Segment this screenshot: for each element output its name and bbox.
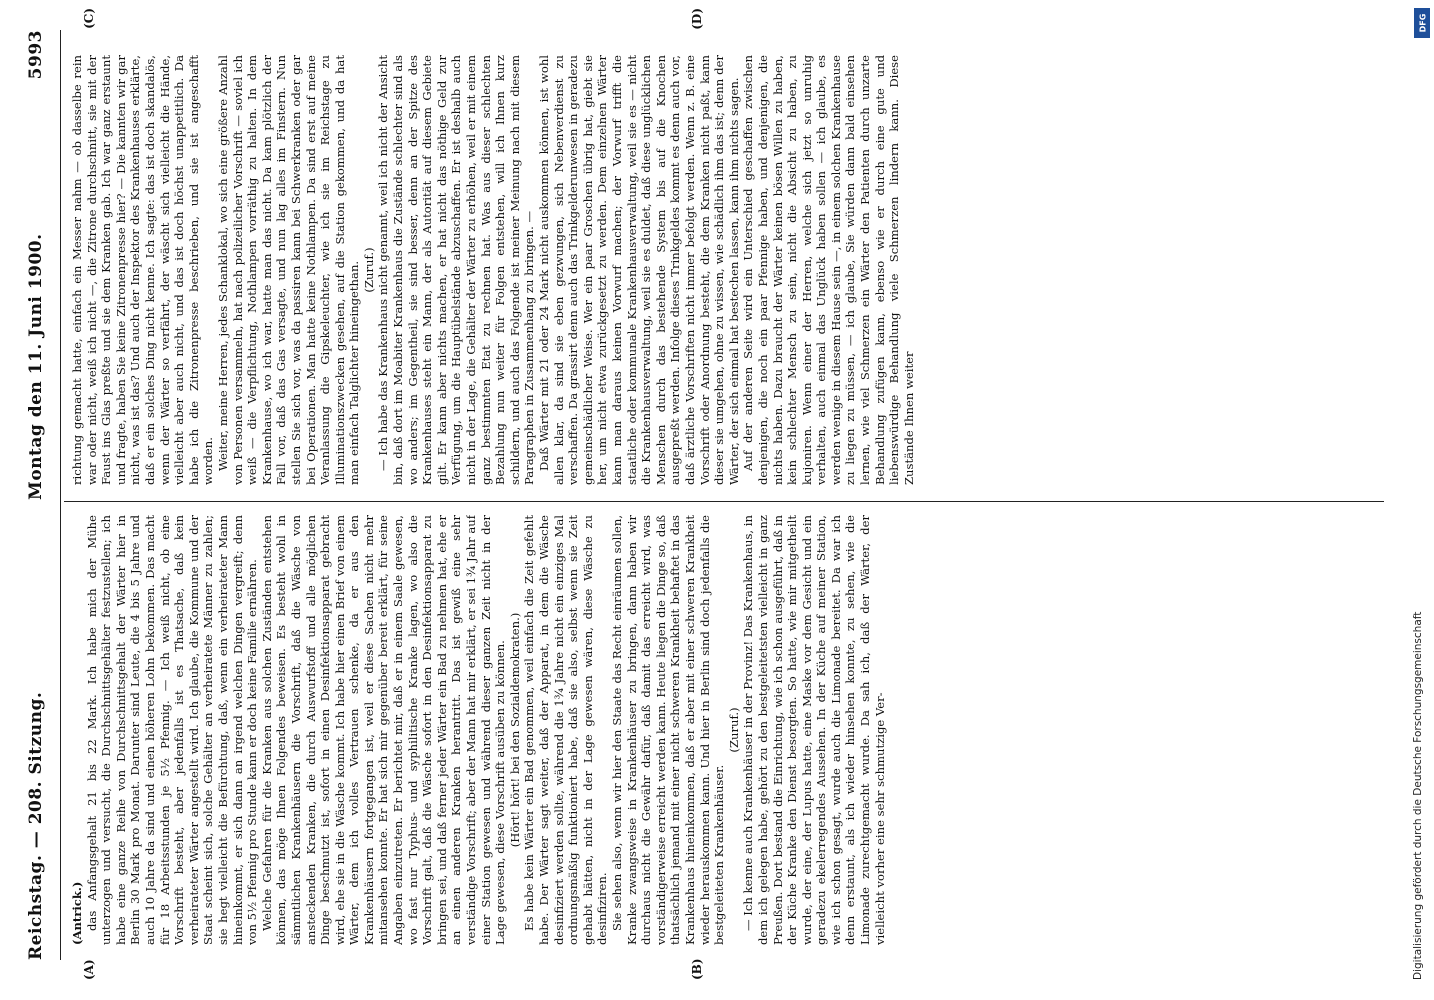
- left-paragraph: das Anfangsgehalt 21 bis 22 Mark. Ich habe mich der Mühe unterzogen und versucht, die Durchschnittsgehälter festzustellen; ich habe eine ganze Reihe von Durchschnittsgehalt der Wärter hier in Berlin 30 Mark pro Monat. Darunter sind Leute, die 4 bis 5 Jahre und auch 10 Jahre da sind und einen höheren Lohn bekommen. Das macht für 18 Arbeitsstunden je 5½ Pfennig. — Ich weiß nicht, ob eine Vorschrift besteht, aber jedenfalls ist es Thatsache, daß kein verheirateter Wärter angestellt wird. Ich glaube, die Kommune und der Staat scheint sich, solche Gehälter an verheiratete Männer zu zahlen; sie hegt vielleicht die Befürchtung, daß, wenn ein verheirateter Mann hineinkommt, er sich dann an irgend welchen Dingen vergreift; denn von 5½ Pfennig pro Stunde kann er doch keine Familie ernähren.: [84, 515, 260, 945]
- left-paragraph: Welche Gefahren für die Kranken aus solchen Zuständen entstehen können, das möge Ihnen Folgendes beweisen. Es besteht wohl in sämmtlichen Krankenhäusern die Vorschrift, daß die Wäsche von ansteckenden Kranken, die durch Auswurfstoff und alle möglichen Dinge beschmutzt ist, sofort in einen Desinfektionsapparat gebracht wird, ehe sie in die Wäsche kommt. Ich habe hier einen Brief von einem Wärter, dem ich volles Vertrauen schenke, da er aus den Krankenhäusern fortgegangen ist, weil er diese Sachen nicht mehr mitansehen konnte. Er hat sich mir gegenüber bereit erklärt, für seine Angaben einzutreten. Er berichtet mir, daß er in einem Saale gewesen, wo fast nur Typhus- und syphilitische Kranke lagen, wo also die Vorschrift galt, daß die Wäsche sofort in den Desinfektionsapparat zu bringen sei, und daß ferner jeder Wärter ein Bad zu nehmen hat, ehe er an einen anderen Kranken herantritt. Das ist gewiß eine sehr verständige Vorschrift; aber der Mann hat mir erklärt, er sei 1¾ Jahr auf einer Station gewesen und während dieser ganzen Zeit nicht in der Lage gewesen, diese Vorschrift ausüben zu können.: [259, 515, 508, 945]
- dfg-credit-strip: [1404, 0, 1434, 1000]
- interjection: (Hört! hört! bei den Sozialdemokraten.): [507, 612, 522, 848]
- header-center: Montag den 11. Juni 1900.: [26, 233, 46, 500]
- left-paragraph: Sie sehen also, wenn wir hier den Staate das Recht einräumen sollen, Kranke zwangsweise in Krankenhäuser zu bringen, dann haben wir durchaus nicht die Gewähr dafür, daß damit das erreicht wird, was vorständigerweise erreicht werden kann. Heute liegen die Dinge so, daß thatsächlich jemand mit einer nicht schweren Krankheit behaftet in das Krankenhaus hineinkommen, daß er aber mit einer schweren Krankheit wieder herauskommen kann. Und hier in Berlin sind doch jedenfalls die bestgeleiteten Krankenhäuser.: [609, 515, 727, 945]
- right-paragraph: Daß Wärter mit 21 oder 24 Mark nicht auskommen können, ist wohl allen klar, da sind sie eben gezwungen, sich Nebenverdienst zu verschaffen. Da grassirt denn auch das Trinkgelderunwesen in geradezu gemeinschädlicher Weise. Wer ein paar Groschen übrig hat, giebt sie her, um nicht etwa zurückgesetzt zu werden. Dem einzelnen Wärter kann man daraus keinen Vorwurf machen; der Vorwurf trifft die staatliche oder kommunale Krankenhausverwaltung, weil sie es — nicht die Krankenhausverwaltung, weil sie es duldet, daß diese unglücklichen Menschen durch das bestehende System bis auf die Knochen ausgepreßt werden. Infolge dieses Trinkgeldes kommt es denn auch vor, daß ärztliche Vorschriften nicht immer befolgt werden. Wenn z. B. eine Vorschrift oder Anordnung besteht, die dem Kranken nicht paßt, kann dieser sie umgehen, ohne zu wissen, wie schädlich ihm das ist; denn der Wärter, der sich einmal hat bestechen lassen, kann ihm nichts sagen.: [537, 55, 741, 485]
- right-paragraph: Auf der anderen Seite wird ein Unterschied geschaffen zwischen denjenigen, die noch ein paar Pfennige haben, und denjenigen, die nichts haben. Dazu braucht der Wärter keinen bösen Willen zu haben, kein schlechter Mensch zu sein, nicht die Absicht zu haben, zu kujoniren. Wenn einer der Herren, welche sich jetzt so unruhig verhalten, auch einmal das Unglück haben sollen — ich glaube, es werden wenige in diesem Hause sein —, in einem solchen Krankenhause zu liegen zu müssen, — ich glaube, Sie würden dann bald einsehen lernen, wie viel Schmerzen ein Wärter den Patienten durch unzarte Behandlung zufügen kann, ebenso wie er durch eine gute und liebenswürdige Behandlung viele Schmerzen lindern kann. Diese Zustände Ihnen weiter: [741, 55, 916, 485]
- page-header: [14, 30, 54, 960]
- header-left: Reichstag. — 208. Sitzung.: [26, 691, 46, 960]
- header-rule: [60, 30, 61, 960]
- margin-marker-d: (D): [690, 8, 704, 30]
- margin-marker-a: (A): [82, 959, 96, 980]
- right-paragraph: richtung gemacht hatte, einfach ein Messer nahm — ob dasselbe rein war oder nicht, weiß ich nicht —, die Zitrone durchschnitt, sie mit der Faust ins Glas preßte und sie dem Kranken gab. Ich war ganz erstaunt und fragte, haben Sie keine Zitronenpresse hier? — Die kannten wir gar nicht, was ist das? Und auch der Inspektor des Krankenhauses erklärte, daß er ein solches Ding nicht kenne. Ich sagte: das ist doch skandalös, wenn der Wärter so verfährt, der wäscht sich vielleicht die Hände, vielleicht aber auch nicht, und das ist doch höchst unappetitlich. Da habe ich die Zitronenpresse beschrieben, und sie ist angeschafft worden.: [70, 55, 216, 485]
- dfg-logo: [1414, 8, 1430, 38]
- right-paragraph: — Ich habe das Krankenhaus nicht genannt, weil ich nicht der Ansicht bin, daß dort im Moabiter Krankenhaus die Zustände schlechter sind als wo anders; im Gegentheil, sie sind besser, denn an der Spitze des Krankenhauses steht ein Mann, der als Autorität auf diesem Gebiete gilt. Er kann aber nichts machen, er hat nicht das nöthige Geld zur Verfügung, um die Hauptübelstände abzuschaffen. Er ist deshalb auch nicht in der Lage, die Gehälter der Wärter zu erhöhen, weil er mit einem ganz bestimmten Etat zu rechnen hat. Was aus dieser schlechten Bezahlung nun weiter für Folgen entstehen, will ich Ihnen kurz schildern, und auch das Folgende ist meiner Meinung nach mit diesem Paragraphen in Zusammenhang zu bringen. —: [376, 55, 537, 485]
- right-paragraph: Weiter, meine Herren, jedes Schanklokal, wo sich eine größere Anzahl von Personen versammeln, hat nach polizeilicher Vorschrift — soviel ich weiß — die Verpflichtung, Nothlampen vorräthig zu halten. In dem Krankenhause, wo ich war, hatte man das nicht. Da kam plötzlich der Fall vor, daß das Gas versagte, und nun lag alles im Finstern. Nun stellen Sie sich vor, was da passiren kann bei Schwerkranken oder gar bei Operationen. Man hatte keine Nothlampen. Da sind erst auf meine Veranlassung die Gipskeleuchter, wie ich sie im Reichstage zu Illuminationszwecken gesehen, auf die Station gekommen, und da hat man einfach Talglichter hineingethan.: [215, 55, 362, 485]
- left-column: [70, 515, 1380, 945]
- dfg-logo-text: DFG: [1418, 13, 1428, 33]
- header-page-number: 5993: [26, 30, 46, 80]
- digitization-credit: Digitalisierung gefördert durch die Deutsche Forschungsgemeinschaft: [1412, 611, 1424, 980]
- interjection: (Zuruf.): [361, 247, 376, 293]
- margin-marker-c: (C): [82, 8, 96, 29]
- left-paragraph: — Ich kenne auch Krankenhäuser in der Provinz! Das Krankenhaus, in dem ich gelegen habe, gehört zu den bestgeleitetsten vielleicht in ganz Preußen. Dort bestand die Einrichtung, wie ich schon ausgeführt, daß in der Küche Kranke den Dienst besorgten. So hatte, wie mir mitgetheilt wurde, der eine, der Lupus hatte, eine Maske vor dem Gesicht und ein geradezu ekelerregendes Aussehen. In der Küche auf meiner Station, wie ich schon gesagt, wurde auch die Limonade bereitet. Da war ich denn erstaunt, als ich wieder hinsehen konnte, zu sehen, wie die Limonade zurechtgemacht wurde. Da sah ich, daß der Wärter, der vielleicht vorher eine sehr schmutzige Ver-: [741, 515, 887, 945]
- margin-marker-b: (B): [690, 958, 704, 980]
- interjection: (Zuruf.): [726, 707, 741, 753]
- right-column: [70, 55, 1380, 485]
- speaker-label: (Antrick.): [70, 881, 84, 945]
- left-paragraph: Es habe kein Wärter ein Bad genommen, weil einfach die Zeit gefehlt habe. Der Wärter sagt weiter, daß der Apparat, in dem die Wäsche desinfiziert werden sollte, während die 1¾ Jahre nicht ein einziges Mal ordnungsmäßig funktioniert habe, daß sie also, selbst wenn sie Zeit gehabt hätten, nicht in der Lage gewesen wären, diese Wäsche zu desinfiziren.: [522, 515, 610, 945]
- column-divider: [64, 501, 1384, 502]
